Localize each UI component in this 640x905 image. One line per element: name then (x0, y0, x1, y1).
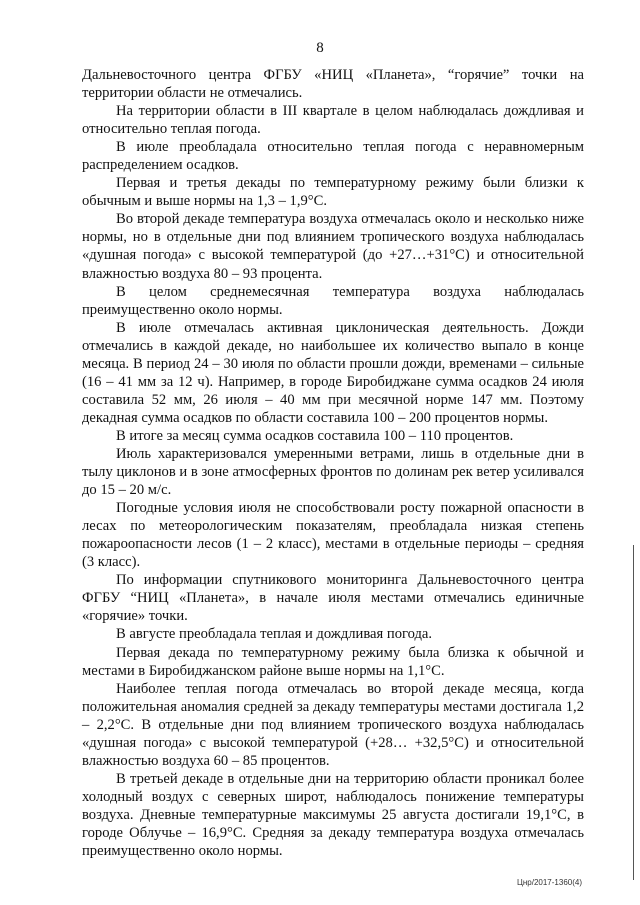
footer-code: Цнр/2017-1360(4) (516, 878, 582, 887)
body-text (82, 66, 584, 860)
paragraph: Наиболее теплая погода отмечалась во второй декаде месяца, когда положительная аномалия средней за декаду температуры местами достигала 1,2 – 2,2°С. В отдельные дни под влиянием тропического воздуха наблюдалась «душная погода» с высокой температурой (+28… +32,5°С) и относительной влажностью воздуха 60 – 85 процентов. (82, 680, 584, 769)
paragraph: В июле отмечалась активная циклоническая деятельность. Дожди отмечались в каждой декаде, но наибольшее их количество выпало в конце месяца. В период 24 – 30 июля по области прошли дожди, временами – сильные (16 – 41 мм за 12 ч). Например, в городе Биробиджане сумма осадков 24 июля составила 52 мм, 26 июля – 40 мм при месячной норме 147 мм. Поэтому декадная сумма осадков по области составила 100 – 200 процентов нормы. (82, 319, 584, 426)
paragraph: Во второй декаде температура воздуха отмечалась около и несколько ниже нормы, но в отдельные дни под влиянием тропического воздуха наблюдалась «душная погода» с высокой температурой (до +27…+31°С) и относительной влажностью воздуха 80 – 93 процента. (82, 211, 584, 282)
paragraph: В августе преобладала теплая и дождливая погода. (116, 626, 433, 643)
margin-line (633, 545, 634, 880)
paragraph: Дальневосточного центра ФГБУ «НИЦ «Планета», “горячие” точки на территории области не отмечались. (82, 67, 584, 102)
paragraph: Июль характеризовался умеренными ветрами, лишь в отдельные дни в тылу циклонов и в зоне атмосферных фронтов по долинам рек ветер усиливался до 15 – 20 м/с. (82, 445, 584, 499)
paragraph: В третьей декаде в отдельные дни на территорию области проникал более холодный воздух с северных широт, наблюдалось понижение температуры воздуха. Дневные температурные максимумы 25 августа достигали 19,1°С, в городе Облучье – 16,9°С. Средняя за декаду температура воздуха отмечалась преимущественно около нормы. (82, 770, 584, 860)
paragraph: Первая декада по температурному режиму была близка к обычной и местами в Биробиджанском районе выше нормы на 1,1°С. (82, 644, 584, 679)
page-number: 8 (316, 40, 324, 56)
paragraph: Погодные условия июля не способствовали росту пожарной опасности в лесах по метеорологическим показателям, преобладала низкая степень пожароопасности лесов (1 – 2 класс), местами в отдельные периоды – средняя (3 класс). (82, 500, 584, 571)
paragraph: В июле преобладала относительно теплая погода с неравномерным распределением осадков. (82, 139, 584, 174)
paragraph: В итоге за месяц сумма осадков составила 100 – 110 процентов. (116, 427, 514, 444)
paragraph: На территории области в III квартале в целом наблюдалась дождливая и относительно теплая погода. (82, 103, 584, 138)
paragraph: По информации спутникового мониторинга Дальневосточного центра ФГБУ “НИЦ «Планета», в начале июля местами отмечались единичные «горячие» точки. (82, 572, 584, 625)
paragraph: Первая и третья декады по температурному режиму были близки к обычным и выше нормы на 1,3 – 1,9°С. (82, 175, 584, 210)
paragraph: В целом среднемесячная температура воздуха наблюдалась преимущественно около нормы. (82, 283, 584, 318)
